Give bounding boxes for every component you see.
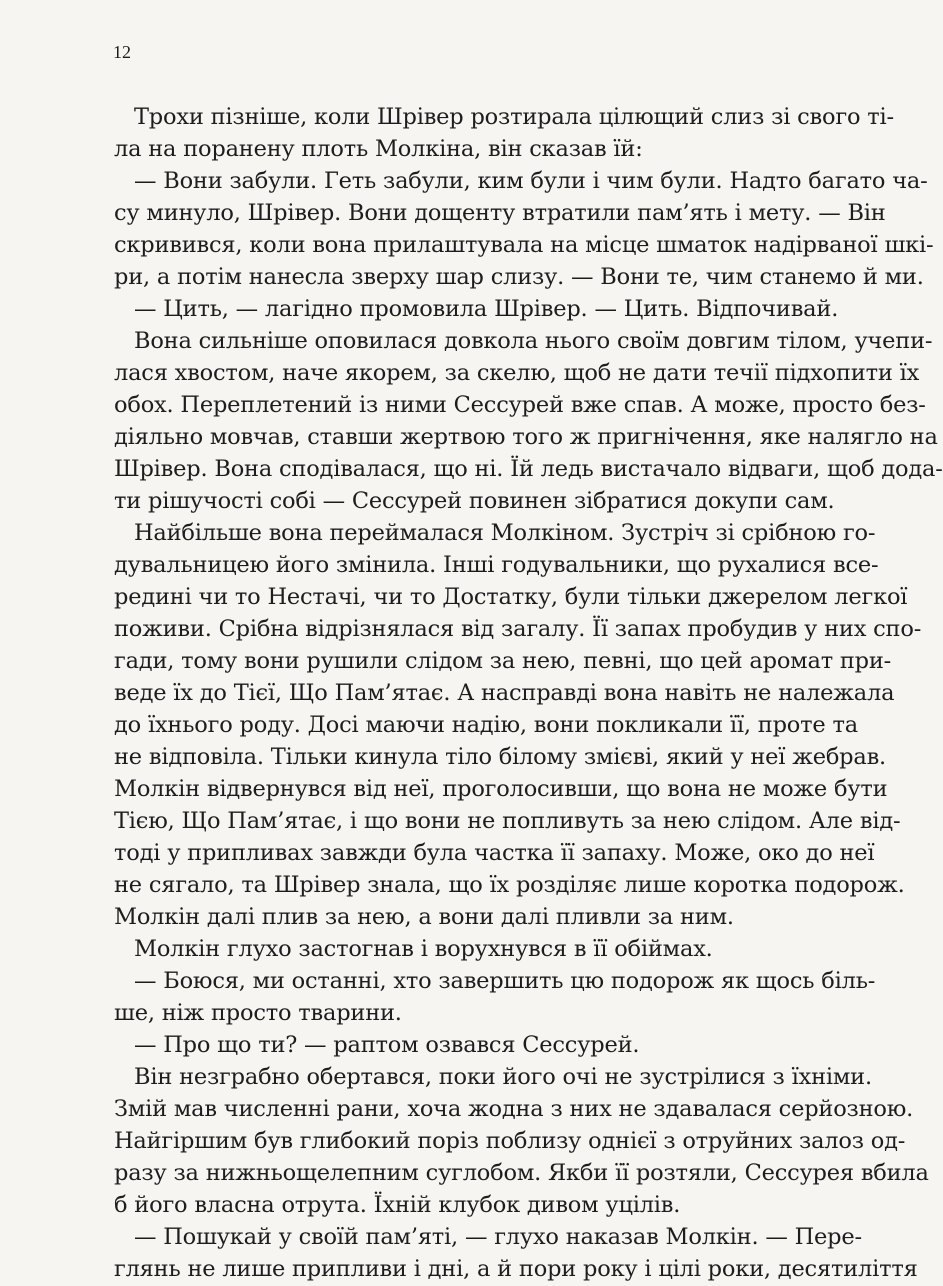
text-line: не відповіла. Тільки кинула тіло білому змієві, який у неї жебрав. (114, 744, 887, 770)
text-line: діяльно мовчав, ставши жертвою того ж пригнічення, яке налягло на (114, 424, 938, 450)
text-line: Найгіршим був глибокий поріз поблизу однієї з отруйних залоз од- (114, 1128, 906, 1154)
text-line: ти рішучості собі — Сессурей повинен зібратися докупи сам. (114, 488, 835, 514)
text-line: веде їх до Тієї, Що Пам’ятає. А насправді вона навіть не належала (114, 680, 895, 706)
text-line: Найбільше вона переймалася Молкіном. Зустріч зі срібною го- (134, 520, 876, 546)
text-line: лася хвостом, наче якорем, за скелю, щоб не дати течії підхопити їх (114, 360, 920, 386)
text-line: скривився, коли вона прилаштувала на місце шматок надірваної шкі- (114, 232, 934, 258)
text-line: Трохи пізніше, коли Шрівер розтирала цілющий слиз зі свого ті- (134, 104, 894, 130)
text-line: ше, ніж просто тварини. (114, 1000, 402, 1026)
text-line: ла на поранену плоть Молкіна, він сказав їй: (114, 136, 643, 162)
text-line: обох. Переплетений із ними Сессурей вже спав. А може, просто без- (114, 392, 926, 418)
text-line: Молкін відвернувся від неї, проголосивши, що вона не може бути (114, 776, 888, 802)
text-line: разу за нижньощелепним суглобом. Якби її розтяли, Сессурея вбила (114, 1160, 929, 1186)
text-line: поживи. Срібна відрізнялася від загалу. Її запах пробудив у них спо- (114, 616, 922, 642)
text-line: глянь не лише припливи і дні, а й пори року і цілі роки, десятиліття (114, 1256, 918, 1282)
text-line: Шрівер. Вона сподівалася, що ні. Їй ледь вистачало відваги, щоб дода- (114, 456, 943, 482)
text-line: — Цить, — лагідно промовила Шрівер. — Цить. Відпочивай. (134, 296, 839, 322)
text-line: — Про що ти? — раптом озвався Сессурей. (134, 1032, 640, 1058)
text-line: Змій мав численні рани, хоча жодна з них не здавалася серйозною. (114, 1096, 914, 1122)
text-line: Він незграбно обертався, поки його очі не зустрілися з їхніми. (134, 1064, 872, 1090)
text-line: Тією, Що Пам’ятає, і що вони не попливуть за нею слідом. Але від- (114, 808, 901, 834)
text-line: гади, тому вони рушили слідом за нею, певні, що цей аромат при- (114, 648, 892, 674)
text-line: не сягало, та Шрівер знала, що їх розділяє лише коротка подорож. (114, 872, 905, 898)
text-line: — Вони забули. Геть забули, ким були і чим були. Надто багато ча- (134, 168, 928, 194)
text-line: Молкін глухо застогнав і ворухнувся в її обіймах. (134, 936, 713, 962)
text-line: дувальницею його змінила. Інші годувальники, що рухалися все- (114, 552, 879, 578)
text-line: редині чи то Нестачі, чи то Достатку, були тільки джерелом легкої (114, 584, 908, 610)
text-line: тоді у припливах завжди була частка її запаху. Може, око до неї (114, 840, 875, 866)
text-line: су минуло, Шрівер. Вони дощенту втратили пам’ять і мету. — Він (114, 200, 886, 226)
text-line: — Боюся, ми останні, хто завершить цю подорож як щось біль- (134, 968, 876, 994)
text-line: Молкін далі плив за нею, а вони далі пливли за ним. (114, 904, 734, 930)
text-line: до їхнього роду. Досі маючи надію, вони покликали її, проте та (114, 712, 858, 738)
text-line: б його власна отрута. Їхній клубок дивом уцілів. (114, 1192, 681, 1218)
text-line: — Пошукай у своїй пам’яті, — глухо наказав Молкін. — Пере- (134, 1224, 862, 1250)
page-number: 12 (113, 42, 131, 62)
text-line: ри, а потім нанесла зверху шар слизу. — Вони те, чим станемо й ми. (114, 264, 924, 290)
text-line: Вона сильніше оповилася довкола нього своїм довгим тілом, учепи- (134, 328, 933, 354)
